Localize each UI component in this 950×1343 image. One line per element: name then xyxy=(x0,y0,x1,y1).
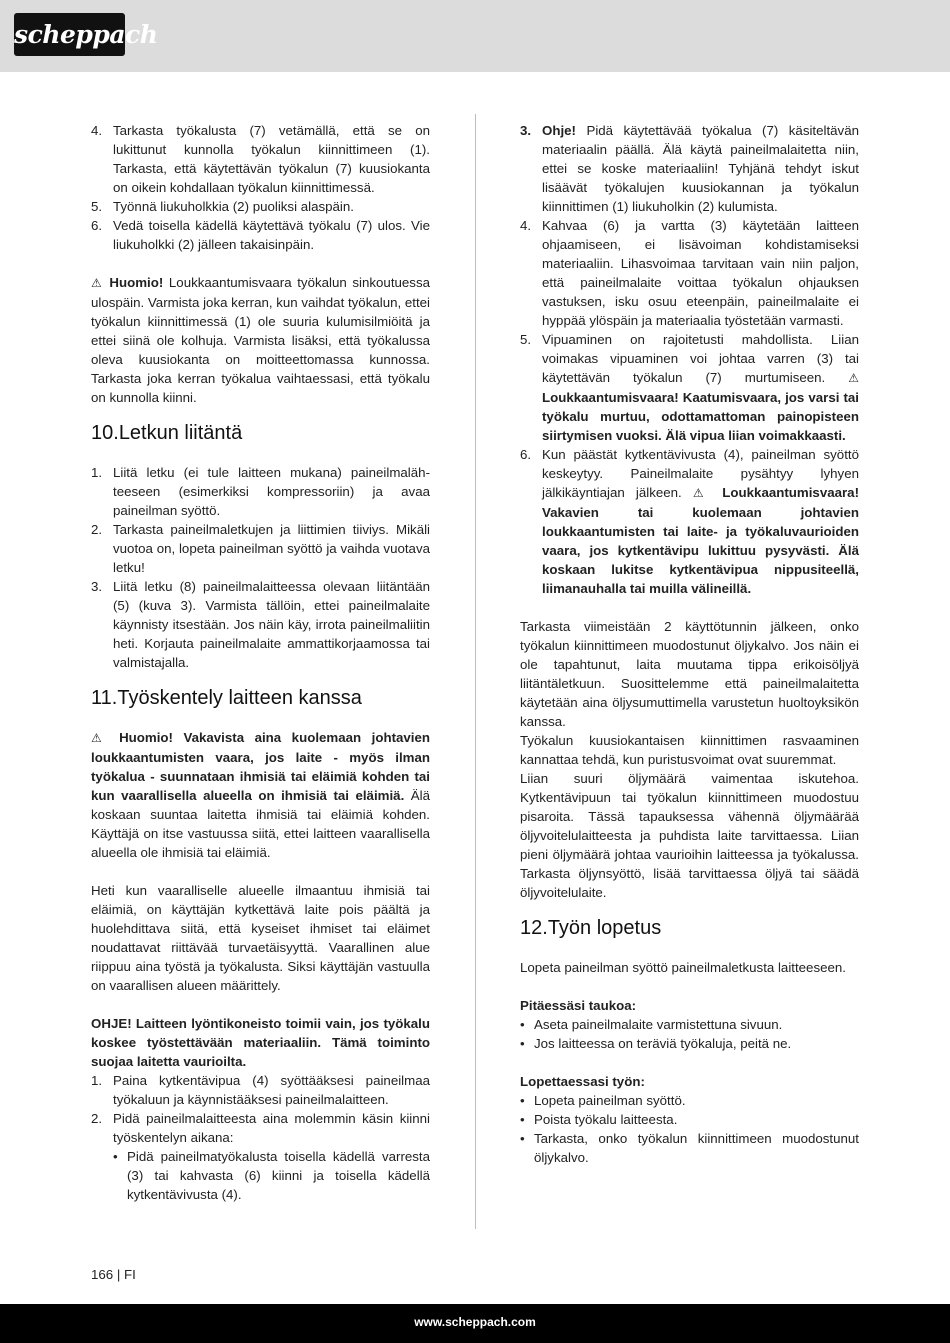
list-item: 6. Kun päästät kytkentävivusta (4), paineilman syöttö keskeytyy. Paineilmalaite pysähtyy lyhyen jälkikäyntiajan jälkeen. ⚠ Loukkaantumisvaara! Vakavien tai kuolemaan johtavien loukkaantumisten tai laite- ja työkaluvaurioiden vaara, jos kytkentävipu lukittuu pysyvästi. Älä koskaan lukitse kytkentävipua nippusiteellä, liimanauhalla tai muilla välineillä. xyxy=(520,447,859,596)
warning-icon: ⚠ xyxy=(692,486,712,500)
left-column xyxy=(91,121,430,1204)
steps-list-work-continued xyxy=(520,121,859,598)
section-heading-12: 12.Työn lopetus xyxy=(520,917,662,939)
warning-paragraph: ⚠ Huomio! Loukkaantumisvaara työkalun sinkoutuessa ulospäin. Varmista joka kerran, kun vaihdat työkalun, ettei työkalun kiinnittimessä (1) ole suuria kulumisilmiöitä ja ettei siinä ole kolhuja. Varmista lisäksi, että työkalussa oleva kuusiokanta on moitteettomassa kunnossa. Tarkasta joka kerran työkalua vaihtaessasi, että työkalu on kunnolla kiinni. xyxy=(91,275,431,405)
list-item: 4. Tarkasta työkalusta (7) vetämällä, että se on lukittunut kunnolla työkalun kiinnittimeen (1). Tarkasta, että käytettävän työkalun (7) kuusiokanta on oikein kohdallaan työkalun kiinnittimessä. xyxy=(91,123,430,195)
page-number: 166 | FI xyxy=(91,1267,136,1282)
list-item: 5. Työnnä liukuholkkia (2) puoliksi alaspäin. xyxy=(91,199,354,214)
footer-url: www.scheppach.com xyxy=(414,1315,536,1329)
list-item: 3. Liitä letku (8) paineilmalaitteessa olevaan liitäntään (5) (kuva 3). Varmista tällöin, ettei paineilmalaite käynnisty itsestään. Jos näin käy, irrota paineilmaliitin heti. Korjauta paineilmalaite ammattikorjaamossa tai valmistajalla. xyxy=(91,579,430,670)
steps-list-tool-change xyxy=(91,121,430,254)
warning-paragraph: ⚠ Huomio! Vakavista aina kuolemaan johtavien loukkaantumisten vaara, jos laite - myös ilman työkalua - suunnataan ihmisiä tai eläimiä kohden tai kun vaarallisella alueella on ihmisiä tai eläimiä. Älä koskaan suuntaa laitetta ihmisiä tai eläimiä kohden. Käyttäjä on itse vastuussa siitä, ettei laitteen vaarallisella alueella ole ihmisiä tai eläimiä. xyxy=(91,730,430,860)
list-item: 2. Tarkasta paineilmaletkujen ja liittimien tiiviys. Mikäli vuotoa on, lopeta paineilman syöttö ja vaihda vuotava letku! xyxy=(91,522,430,575)
note-paragraph: OHJE! Laitteen lyöntikoneisto toimii vain, jos työkalu koskee työstettävään materiaaliin. Tämä toiminto suojaa laitetta vaurioilta. xyxy=(91,1016,430,1069)
end-list xyxy=(520,1091,859,1167)
page-header xyxy=(0,0,950,72)
list-item: 1. Paina kytkentävipua (4) syöttääksesi paineilmaa työkaluun ja käynnistääksesi paineilmalaitteen. xyxy=(91,1073,430,1107)
right-column xyxy=(520,121,859,1167)
list-item: 5. Vipuaminen on rajoitetusti mahdollista. Liian voimakas vipuaminen voi johtaa varren (3) tai käytettävän työkalun (7) murtumiseen. ⚠ Loukkaantumisvaara! Kaatumisvaara, jos varsi tai työkalu murtuu, odottamattoman painopisteen siirtymisen vuoksi. Älä vipua liian voimakkaasti. xyxy=(520,332,859,443)
page-footer xyxy=(0,1304,950,1343)
body-paragraph: Lopeta paineilman syöttö paineilmaletkusta laitteeseen. xyxy=(520,960,846,975)
warning-icon: ⚠ xyxy=(848,371,859,385)
column-divider xyxy=(475,114,476,1229)
end-label: Lopettaessasi työn: xyxy=(520,1074,645,1089)
list-item: • Pidä paineilmatyökalusta toisella kädellä varresta (3) tai kahvasta (6) kiinni ja toisella kädellä kytkentävivusta (4). xyxy=(113,1149,430,1202)
pause-label: Pitäessäsi taukoa: xyxy=(520,998,637,1013)
body-paragraph: Heti kun vaaralliselle alueelle ilmaantuu ihmisiä tai eläimiä, on käyttäjän kytkettävä laite pois päältä ja huolehdittava siitä, että kyseiset ihmiset tai eläimet noudattavat riittävää turvaetäisyyttä. Vaarallinen alue riippuu aina työstä ja työkalusta. Siksi käyttäjän vastuulla on vaarallisen alueen määrittely. xyxy=(91,883,430,993)
body-paragraph: Työkalun kuusiokantaisen kiinnittimen rasvaaminen kannattaa tehdä, kun puristusvoimat ovat suuremmat. xyxy=(520,733,859,767)
body-paragraph: Liian suuri öljymäärä vaimentaa iskutehoa. Kytkentävipuun tai työkalun kiinnittimeen muodostuu pisaroita. Tässä tapauksessa vähennä öljymäärää öljyvoitelulaitteesta ja puhdista laite tarvittaessa. Liian pieni öljymäärä johtaa vaurioihin laitteessa ja työkalussa. Tarkasta öljynsyöttö, lisää tarvittaessa öljyä tai säädä öljyvoitelulaite. xyxy=(520,771,859,900)
list-item: • Poista työkalu laitteesta. xyxy=(520,1112,678,1127)
section-heading-11: 11.Työskentely laitteen kanssa xyxy=(91,687,362,709)
section-heading-10: 10.Letkun liitäntä xyxy=(91,422,243,444)
list-item: 6. Vedä toisella kädellä käytettävä työkalu (7) ulos. Vie liukuholkki (2) jälleen takaisinpäin. xyxy=(91,218,430,252)
warning-icon: ⚠ xyxy=(91,731,109,745)
warning-icon: ⚠ xyxy=(91,276,104,290)
body-paragraph: Tarkasta viimeistään 2 käyttötunnin jälkeen, onko työkalun kiinnittimeen muodostunut öljykalvo. Jos näin ei ole tapahtunut, laita muutama tippa erikoisöljyä liitäntäletkuun. Suosittelemme että paineilmalaitetta käytetään aina öljysumuttimella varustetun huoltoyksikön kanssa. xyxy=(520,619,859,729)
list-item: • Lopeta paineilman syöttö. xyxy=(520,1093,686,1108)
list-item: 4. Kahvaa (6) ja vartta (3) käytetään laitteen ohjaamiseen, ei lisävoiman kohdistamiseksi materiaaliin. Lihasvoimaa tarvitaan vain niin paljon, että paineilmalaite voittaa työkalun ohjauksen vastuksen, isku osuu eteenpäin, paineilmalaite ei hyppää ylöspäin ja materiaalia työstetään varmasti. xyxy=(520,218,859,328)
pause-list xyxy=(520,1015,859,1053)
steps-list-work xyxy=(91,1071,430,1204)
steps-list-hose xyxy=(91,463,430,672)
list-item: • Jos laitteessa on teräviä työkaluja, peitä ne. xyxy=(520,1036,792,1051)
list-item: 1. Liitä letku (ei tule laitteen mukana) paineilmalähteeseen (esimerkiksi kompressoriin) ja avaa paineilman syöttö. xyxy=(91,465,430,518)
list-item: 2. Pidä paineilmalaitteesta aina molemmin käsin kiinni työskentelyn aikana: • Pidä paineilmatyökalusta toisella kädellä varresta (3) tai kahvasta (6) kiinni ja toisella kädellä kytkentävivusta (4). xyxy=(91,1111,430,1202)
scheppach-logo: scheppach xyxy=(14,13,125,56)
sub-bullet-list xyxy=(113,1147,430,1204)
list-item: • Aseta paineilmalaite varmistettuna sivuun. xyxy=(520,1017,783,1032)
list-item: 3. Ohje! Pidä käytettävää työkalua (7) käsiteltävän materiaalin päällä. Älä käytä paineilmalaitetta niin, ettei se koske materiaaliin! Tyhjänä tehdyt iskut lisäävät työkalujen kuusiokannan ja työkalun kiinnittimen (1) liukuholkin (2) kulumista. xyxy=(520,123,859,214)
list-item: • Tarkasta, onko työkalun kiinnittimeen muodostunut öljykalvo. xyxy=(520,1131,859,1165)
